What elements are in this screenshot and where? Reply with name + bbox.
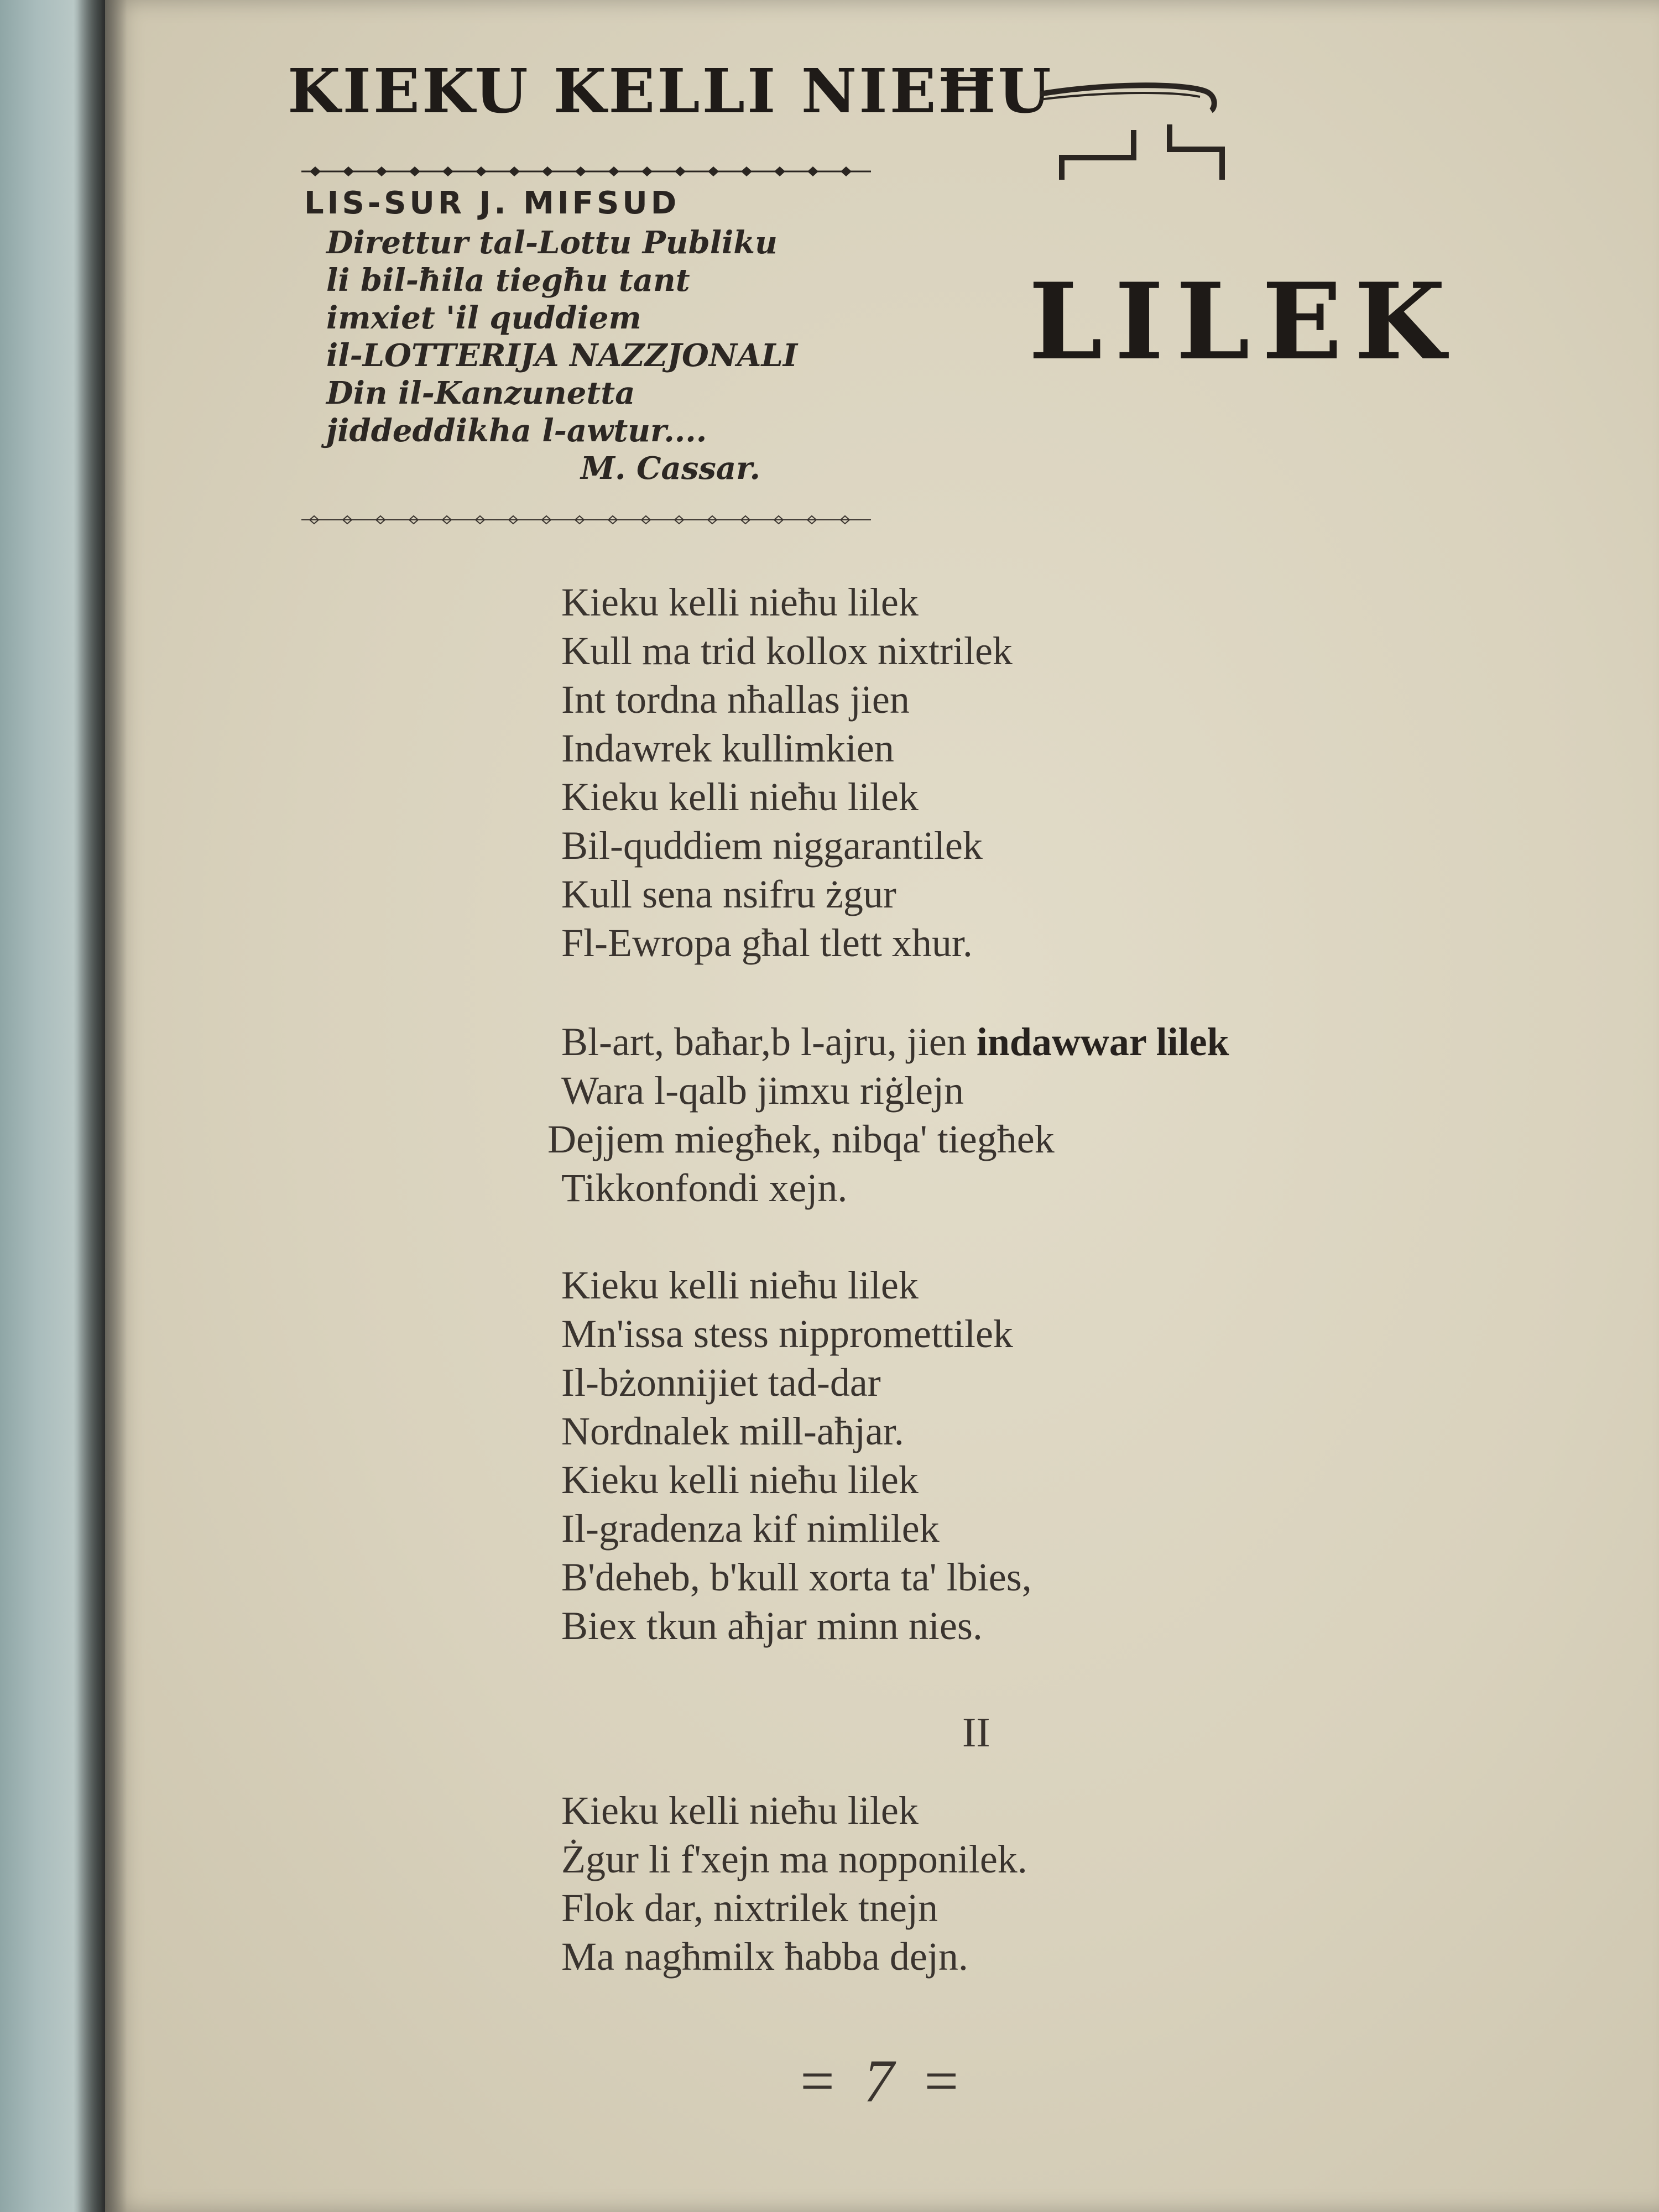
verse-line: Il-gradenza kif nimlilek	[561, 1506, 940, 1551]
verse-line: Kull sena nsifru żgur	[561, 872, 896, 916]
verse-line: Dejjem miegħek, nibqa' tiegħek	[547, 1117, 1055, 1161]
verse-line-start: Bl-art, baħar,b l-ajru, jien	[561, 1020, 977, 1064]
verse-line: Kieku kelli nieħu lilek	[561, 775, 919, 819]
dedication	[326, 224, 797, 487]
title-swash-ornament	[1040, 77, 1228, 188]
dedication-author: M. Cassar.	[581, 450, 761, 487]
verse-line: Il-bżonnijiet tad-dar	[561, 1360, 881, 1405]
verse-line: Fl-Ewropa għal tlett xhur.	[561, 921, 973, 965]
verse-line: Kieku kelli nieħu lilek	[561, 1263, 919, 1307]
verse-line: Indawrek kullimkien	[561, 726, 894, 770]
verse-line: Int tordna nħallas jien	[561, 677, 910, 722]
page-number: = 7 =	[796, 2047, 967, 2115]
verse-line: Ma nagħmilx ħabba dejn.	[561, 1934, 968, 1979]
verse-line: Bil-quddiem niggarantilek	[561, 823, 983, 868]
ornament-rule-top	[301, 163, 871, 180]
verse-line: Biex tkun aħjar minn nies.	[561, 1604, 983, 1648]
stanza-4	[561, 1786, 1027, 1981]
verse-line: B'deheb, b'kull xorta ta' lbies,	[561, 1555, 1032, 1599]
verse-line	[561, 1018, 1229, 1066]
byline: LIS-SUR J. MIFSUD	[304, 185, 680, 221]
dedication-line: jiddeddikha l-awtur....	[326, 413, 707, 449]
stanza-1	[561, 578, 1013, 967]
stanza-2	[547, 1018, 1229, 1212]
verse-line: Tikkonfondi xejn.	[561, 1166, 848, 1210]
song-title: LILEK	[1029, 260, 1458, 383]
gutter-shadow	[77, 0, 127, 2212]
verse-line: Kieku kelli nieħu lilek	[561, 1788, 919, 1833]
verse-line: Kieku kelli nieħu lilek	[561, 1458, 919, 1502]
ornament-rule-bottom	[301, 512, 871, 528]
verse-line: Wara l-qalb jimxu riġlejn	[561, 1068, 964, 1113]
stanza-3	[561, 1261, 1032, 1650]
dedication-line: il-LOTTERIJA NAZZJONALI	[326, 337, 798, 374]
verse-line-bold-tail: indawwar lilek	[976, 1020, 1229, 1064]
verse-line: Żgur li f'xejn ma nopponilek.	[561, 1837, 1027, 1881]
verse-line: Kieku kelli nieħu lilek	[561, 580, 919, 624]
dedication-line: imxiet 'il quddiem	[326, 300, 641, 336]
dedication-line: Din il-Kanzunetta	[326, 375, 635, 411]
verse-line: Flok dar, nixtrilek tnejn	[561, 1886, 938, 1930]
dedication-line: Direttur tal-Lottu Publiku	[326, 225, 778, 261]
dedication-line: li bil-ħila tiegħu tant	[326, 262, 690, 299]
verse-line: Nordnalek mill-aħjar.	[561, 1409, 904, 1453]
verse-line: Kull ma trid kollox nixtrilek	[561, 629, 1013, 673]
section-number: II	[962, 1709, 990, 1756]
header-title: KIEKU KELLI NIEĦU	[288, 55, 1053, 127]
verse-line: Mn'issa stess nippromettilek	[561, 1312, 1013, 1356]
